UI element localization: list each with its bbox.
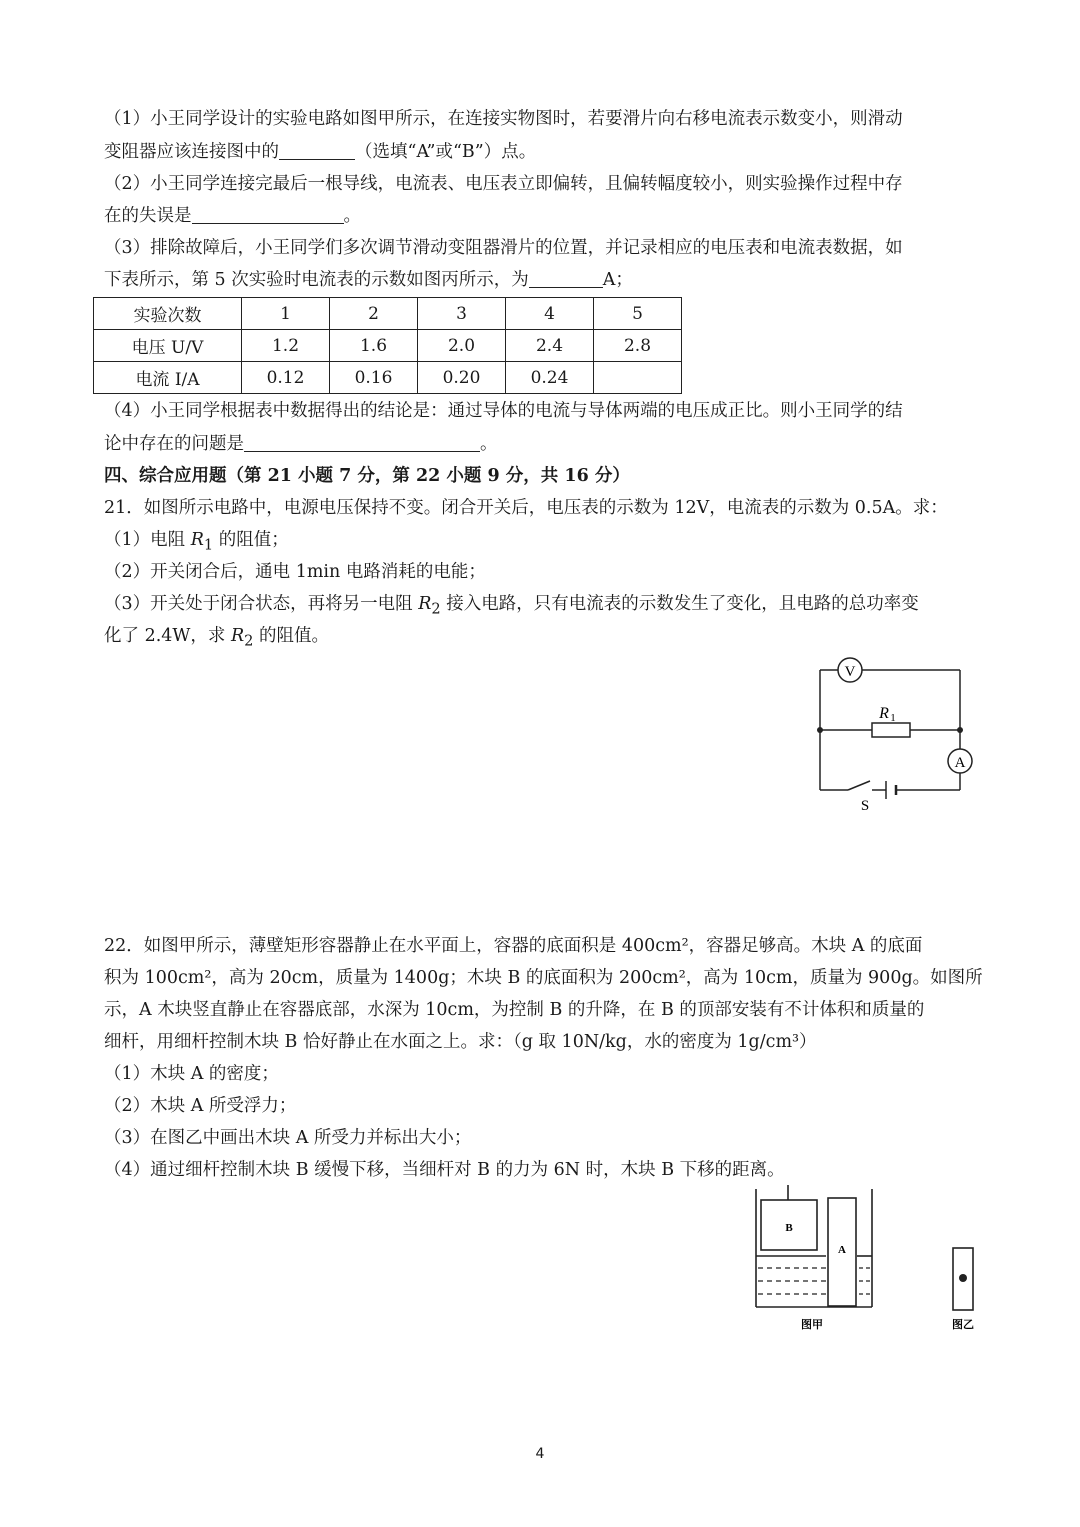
- q22-sub4: （4）通过细杆控制木块 B 缓慢下移，当细杆对 B 的力为 6N 时，木块 B 下移的距离。: [104, 1160, 785, 1180]
- q20-part4-text-end: 。: [480, 434, 498, 454]
- subscript: 2: [431, 600, 441, 618]
- table-cell: 电流 I/A: [94, 362, 242, 394]
- table-cell: 4: [506, 298, 594, 330]
- q21-sub1-text: （1）电阻: [104, 530, 191, 550]
- q20-part3-text-end: A；: [602, 270, 633, 290]
- subscript: 1: [203, 536, 214, 554]
- q21-sub3-line2-text: 化了 2.4W，求: [104, 626, 231, 646]
- q22-line2: 积为 100cm²，高为 20cm，质量为 1400g；木块 B 的底面积为 200cm²，高为 10cm，质量为 900g。如图所: [104, 968, 983, 988]
- q20-part3-line2: [104, 266, 633, 291]
- table-cell: 0.12: [242, 362, 330, 394]
- q21-sub1-text-end: 的阻值；: [213, 530, 289, 550]
- table-cell: [594, 362, 682, 394]
- q21-stem: 21．如图所示电路中，电源电压保持不变。闭合开关后，电压表的示数为 12V，电流表的示数为 0.5A。求：: [104, 498, 948, 518]
- answer-blank[interactable]: [529, 269, 603, 288]
- q20-part1-line1: （1）小王同学设计的实验电路如图甲所示，在连接实物图时，若要滑片向右移电流表示数变小，则滑动: [104, 109, 903, 129]
- table-cell: 实验次数: [94, 298, 242, 330]
- figure-yi: [945, 1240, 985, 1335]
- table-cell: 1: [242, 298, 330, 330]
- q21-sub3-line1: [104, 590, 919, 618]
- q22-sub2: （2）木块 A 所受浮力；: [104, 1096, 297, 1116]
- table-cell: 2: [330, 298, 418, 330]
- answer-blank[interactable]: [244, 433, 480, 452]
- figure-jia-caption: 图甲: [801, 1319, 823, 1331]
- data-table: [93, 297, 682, 394]
- table-cell: 2.0: [418, 330, 506, 362]
- figure-jia: [748, 1185, 883, 1335]
- q20-part2-line1: （2）小王同学连接完最后一根导线，电流表、电压表立即偏转，且偏转幅度较小，则实验操作过程中存: [104, 174, 903, 194]
- q22-line3: 示，A 木块竖直静止在容器底部，水深为 10cm，为控制 B 的升降，在 B 的顶部安装有不计体积和质量的: [104, 1000, 925, 1020]
- q21-sub1: [104, 526, 289, 554]
- answer-blank[interactable]: [279, 141, 355, 160]
- q20-part2-text: 在的失误是: [104, 206, 192, 226]
- table-cell: 0.24: [506, 362, 594, 394]
- variable-r: R: [418, 594, 432, 614]
- junction-dot: [817, 727, 823, 733]
- q21-sub3-text: （3）开关处于闭合状态，再将另一电阻: [104, 594, 419, 614]
- table-cell: 2.4: [506, 330, 594, 362]
- resistor-r1: [872, 723, 910, 737]
- q22-sub3: （3）在图乙中画出木块 A 所受力并标出大小；: [104, 1128, 472, 1148]
- q22-line1: 22．如图甲所示，薄壁矩形容器静止在水平面上，容器的底面积是 400cm²，容器足够高。木块 A 的底面: [104, 936, 923, 956]
- subscript: 2: [244, 632, 254, 650]
- q20-part1-text: 变阻器应该连接图中的: [104, 142, 279, 162]
- resistor-subscript: 1: [890, 712, 896, 724]
- table-cell: 1.6: [330, 330, 418, 362]
- block-b-label: B: [785, 1222, 793, 1234]
- q20-part4-text: 论中存在的问题是: [104, 434, 244, 454]
- resistor-label: R: [879, 705, 889, 722]
- q22-sub1: （1）木块 A 的密度；: [104, 1064, 279, 1084]
- page-number: 4: [535, 1446, 545, 1462]
- q21-sub3-line2-text-end: 的阻值。: [253, 626, 329, 646]
- q20-part4-line2: [104, 430, 498, 455]
- table-row: [94, 298, 682, 330]
- switch-label: S: [860, 798, 870, 814]
- q21-sub3-line2: [104, 622, 329, 650]
- q20-part3-line1: （3）排除故障后，小王同学们多次调节滑动变阻器滑片的位置，并记录相应的电压表和电流表数据，如: [104, 238, 903, 258]
- q20-part2-text-end: 。: [343, 206, 361, 226]
- table-row: [94, 330, 682, 362]
- table-cell: 0.20: [418, 362, 506, 394]
- answer-blank[interactable]: [192, 205, 344, 224]
- center-of-mass-dot: [959, 1274, 967, 1282]
- table-cell: 0.16: [330, 362, 418, 394]
- q20-part1-text-end: （选填“A”或“B”）点。: [355, 142, 537, 162]
- ammeter-label: A: [954, 755, 966, 771]
- block-a-label: A: [838, 1244, 846, 1256]
- voltmeter-label: V: [844, 664, 856, 680]
- table-cell: 1.2: [242, 330, 330, 362]
- q22-line4: 细杆，用细杆控制木块 B 恰好静止在水面之上。求：（g 取 10N/kg，水的密度为 1g/cm³）: [104, 1032, 817, 1052]
- section-heading: 四、综合应用题（第 21 小题 7 分，第 22 小题 9 分，共 16 分）: [104, 466, 630, 486]
- switch-s: [848, 781, 870, 790]
- q20-part3-text: 下表所示，第 5 次实验时电流表的示数如图丙所示，为: [104, 270, 529, 290]
- table-cell: 3: [418, 298, 506, 330]
- q20-part2-line2: [104, 202, 361, 227]
- table-cell: 电压 U/V: [94, 330, 242, 362]
- q20-part1-line2: [104, 138, 536, 163]
- q21-sub3-text-end: 接入电路，只有电流表的示数发生了变化，且电路的总功率变: [440, 594, 919, 614]
- q20-part4-line1: （4）小王同学根据表中数据得出的结论是：通过导体的电流与导体两端的电压成正比。则小王同学的结: [104, 401, 903, 421]
- table-row: [94, 362, 682, 394]
- variable-r: R: [230, 626, 245, 646]
- q21-sub2: （2）开关闭合后，通电 1min 电路消耗的电能；: [104, 562, 486, 582]
- circuit-diagram: [810, 650, 980, 815]
- figure-yi-caption: 图乙: [952, 1319, 974, 1331]
- junction-dot: [957, 727, 963, 733]
- table-cell: 5: [594, 298, 682, 330]
- variable-r: R: [190, 530, 204, 550]
- table-cell: 2.8: [594, 330, 682, 362]
